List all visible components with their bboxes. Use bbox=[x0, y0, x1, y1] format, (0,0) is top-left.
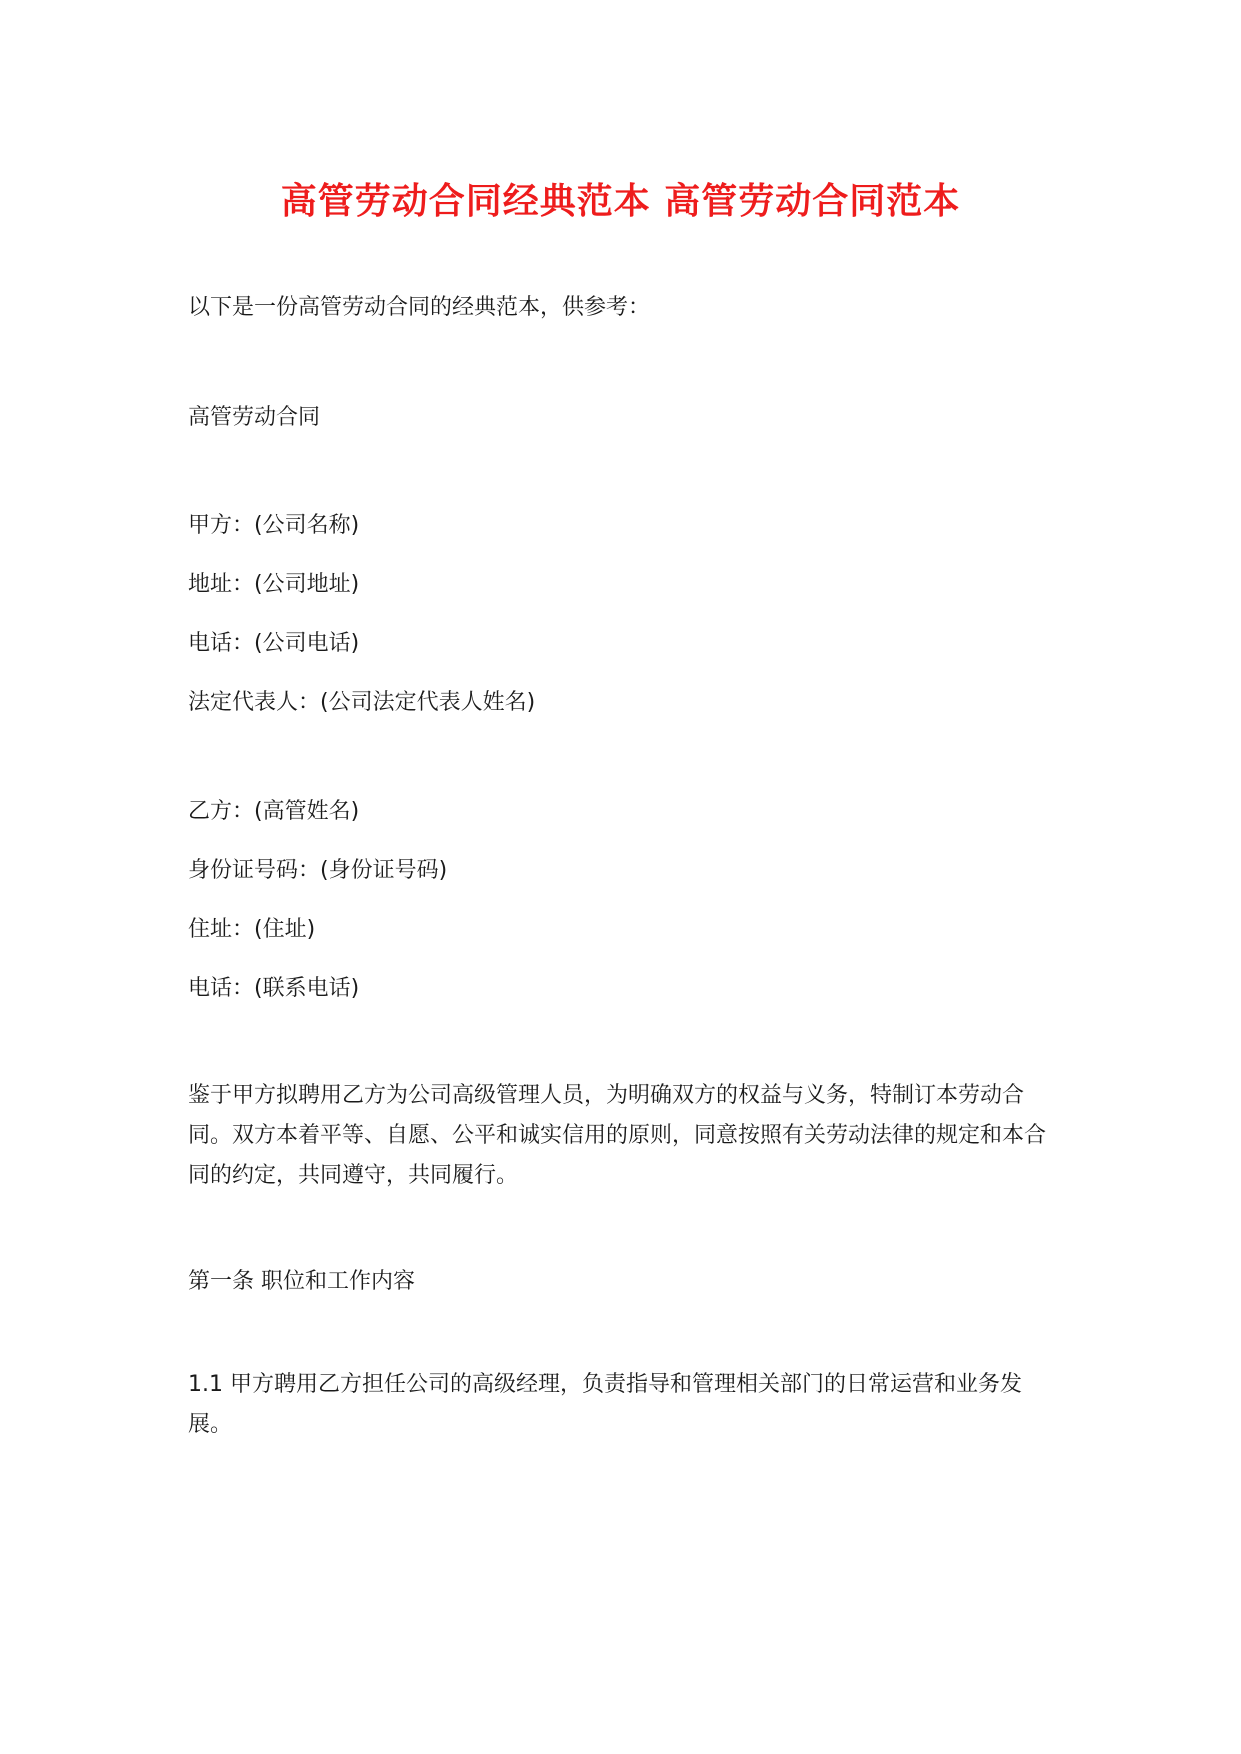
party-b-address: 住址：(住址) bbox=[188, 917, 316, 942]
document-title: 高管劳动合同经典范本 高管劳动合同范本 bbox=[280, 181, 961, 222]
party-a-phone: 电话：(公司电话) bbox=[188, 631, 360, 656]
article1-clause1: 1.1 甲方聘用乙方担任公司的高级经理，负责指导和管理相关部门的日常运营和业务发展。 bbox=[188, 1372, 1022, 1437]
preamble-paragraph: 鉴于甲方拟聘用乙方为公司高级管理人员，为明确双方的权益与义务，特制订本劳动合同。双方本着平等、自愿、公平和诚实信用的原则，同意按照有关劳动法律的规定和本合同的约定，共同遵守，共同履行。 bbox=[188, 1083, 1047, 1188]
party-b-phone: 电话：(联系电话) bbox=[188, 976, 360, 1001]
article1-heading: 第一条 职位和工作内容 bbox=[188, 1269, 415, 1294]
party-a-name: 甲方：(公司名称) bbox=[188, 513, 360, 538]
intro-text: 以下是一份高管劳动合同的经典范本，供参考： bbox=[188, 295, 651, 320]
party-a-address: 地址：(公司地址) bbox=[188, 572, 360, 597]
party-b-name: 乙方：(高管姓名) bbox=[188, 799, 360, 824]
party-a-legal-rep: 法定代表人：(公司法定代表人姓名) bbox=[188, 690, 536, 715]
contract-heading: 高管劳动合同 bbox=[188, 405, 321, 430]
party-b-id-number: 身份证号码：(身份证号码) bbox=[188, 858, 448, 883]
